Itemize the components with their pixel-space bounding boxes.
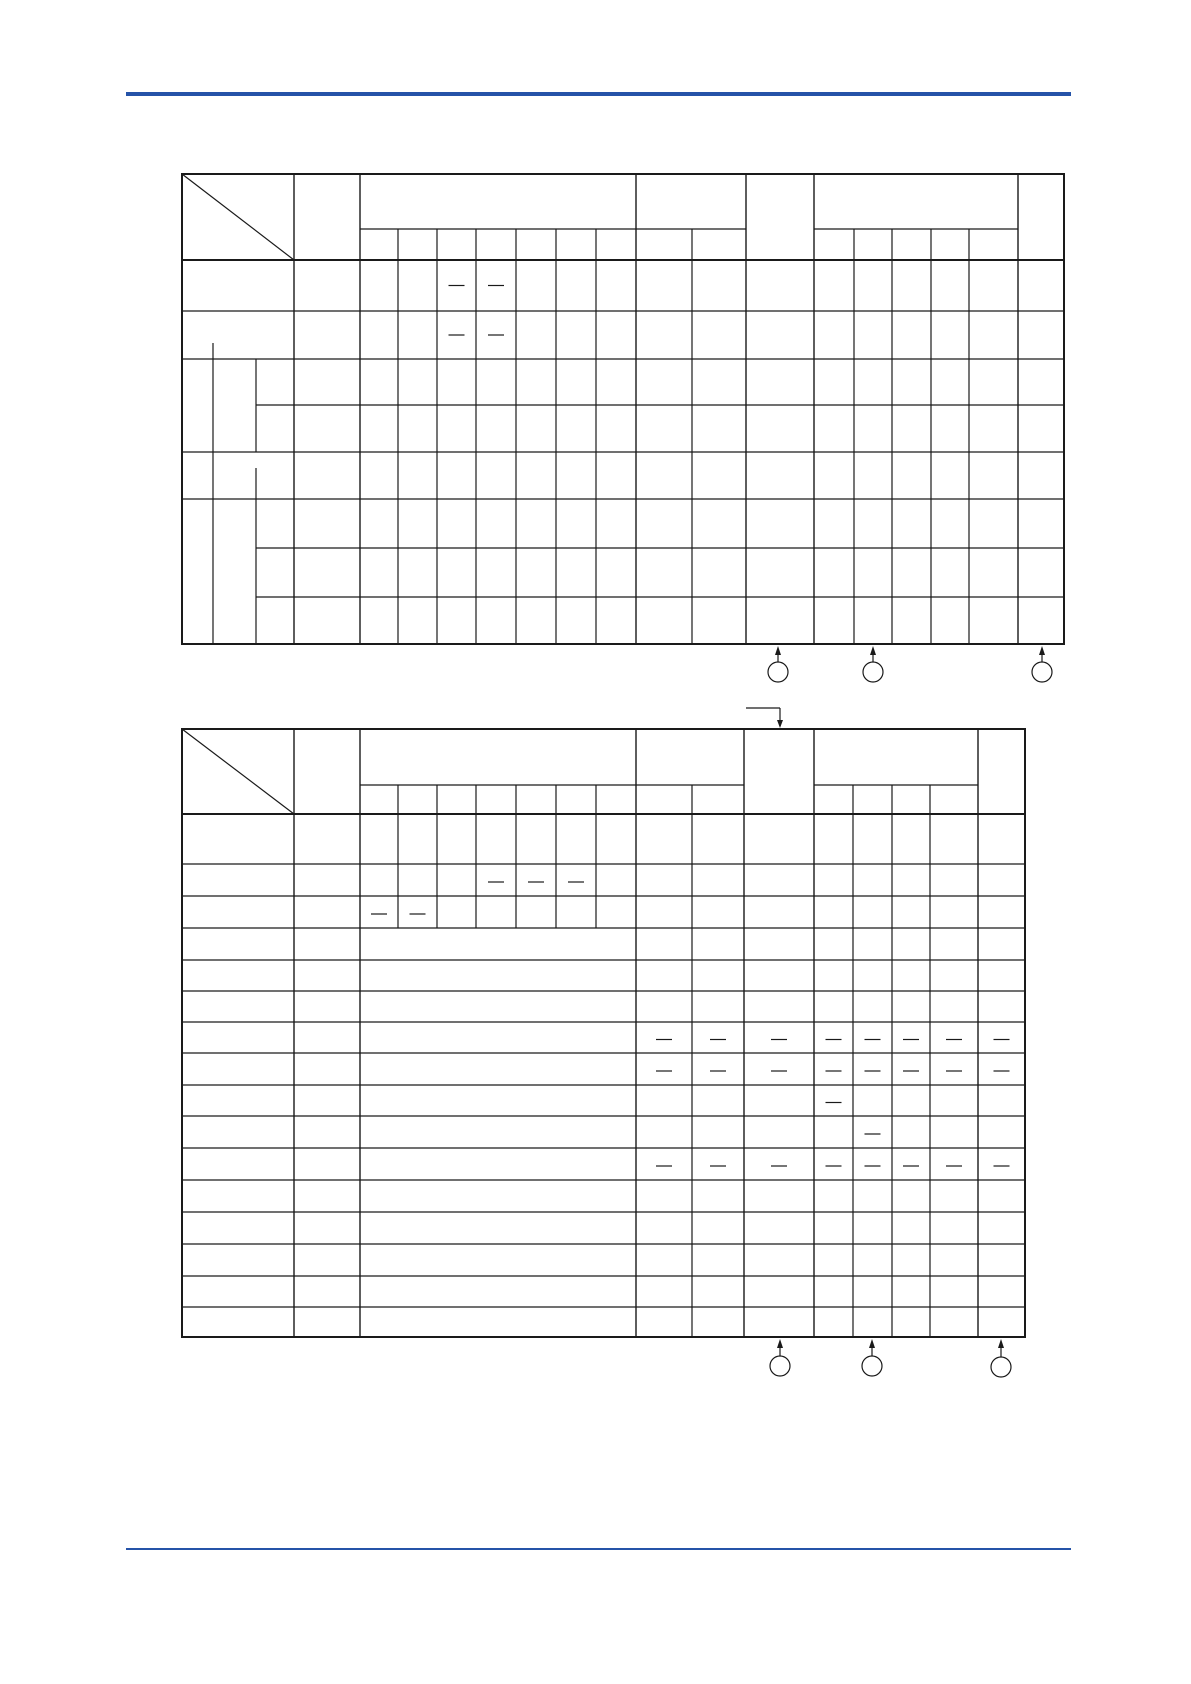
- corner-diagonal: [182, 729, 294, 814]
- bottom-table: [182, 708, 1025, 1337]
- marker-arrow-icon: [775, 646, 781, 655]
- marker-circle-icon: [770, 1356, 790, 1376]
- marker-circle-icon: [863, 662, 883, 682]
- marker-arrow-icon: [870, 646, 876, 655]
- feed-arrow-icon: [777, 720, 783, 728]
- marker-arrow-icon: [1039, 646, 1045, 655]
- top-table: [182, 174, 1064, 644]
- top-table-markers: [768, 646, 1052, 682]
- marker-arrow-icon: [869, 1339, 875, 1348]
- marker-circle-icon: [991, 1357, 1011, 1377]
- marker-arrow-icon: [777, 1339, 783, 1348]
- corner-diagonal: [182, 174, 294, 260]
- bottom-table-markers: [770, 1339, 1011, 1377]
- marker-circle-icon: [862, 1356, 882, 1376]
- marker-arrow-icon: [998, 1339, 1004, 1348]
- bottom-table-border: [182, 729, 1025, 1337]
- top-table-border: [182, 174, 1064, 644]
- marker-circle-icon: [768, 662, 788, 682]
- marker-circle-icon: [1032, 662, 1052, 682]
